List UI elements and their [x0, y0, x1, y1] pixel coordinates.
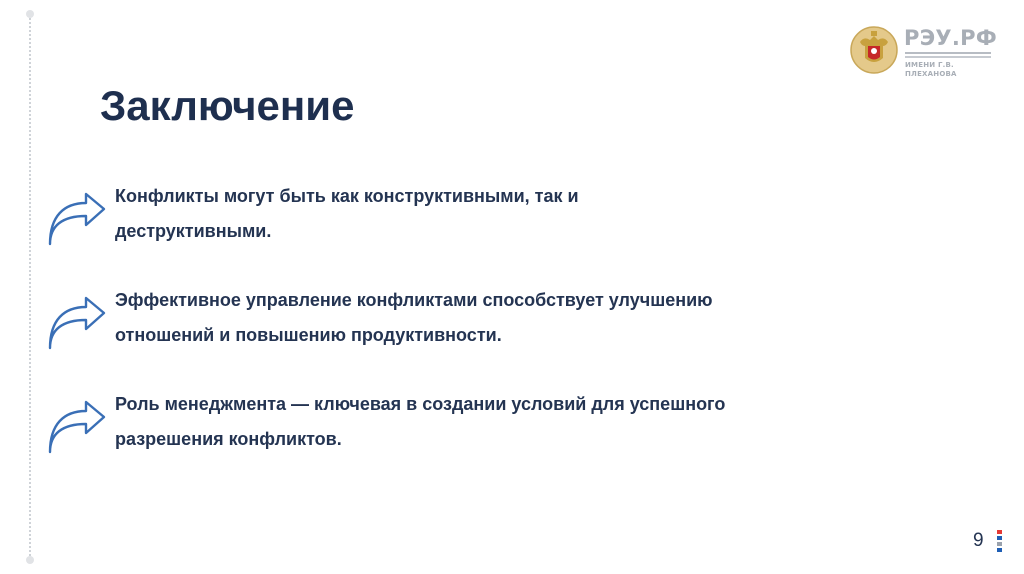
logo-line [905, 56, 991, 58]
curved-arrow-right-icon [46, 296, 108, 350]
page-title: Заключение [100, 82, 355, 129]
logo-text: РЭУ.РФ [904, 26, 997, 50]
page-number-bar [997, 530, 1002, 554]
page-bar-segment [997, 536, 1002, 540]
conclusion-point [0, 284, 1024, 364]
point-text-line-2: отношений и повышению продуктивности. [115, 325, 502, 345]
point-text-line-1: Роль менеджмента — ключевая в создании условий для успешного [115, 394, 726, 414]
coat-of-arms-icon [850, 24, 898, 76]
logo-line [905, 52, 991, 54]
page-bar-segment [997, 548, 1002, 552]
point-text-line-2: разрешения конфликтов. [115, 429, 342, 449]
conclusion-point [0, 388, 1024, 468]
point-text-line-1: Эффективное управление конфликтами способствует улучшению [115, 290, 713, 310]
logo [850, 24, 1000, 76]
conclusion-point [0, 180, 1024, 260]
left-rule-top-dot [26, 10, 34, 18]
point-text-line-2: деструктивными. [115, 221, 272, 241]
curved-arrow-right-icon [46, 400, 108, 454]
point-text-line-1: Конфликты могут быть как конструктивными, так и [115, 186, 579, 206]
page-number: 9 [973, 530, 984, 551]
page-bar-segment [997, 530, 1002, 534]
page-bar-segment [997, 542, 1002, 546]
curved-arrow-right-icon [46, 192, 108, 246]
logo-subtitle: ИМЕНИ Г.В. ПЛЕХАНОВА [905, 61, 957, 78]
left-rule-bottom-dot [26, 556, 34, 564]
